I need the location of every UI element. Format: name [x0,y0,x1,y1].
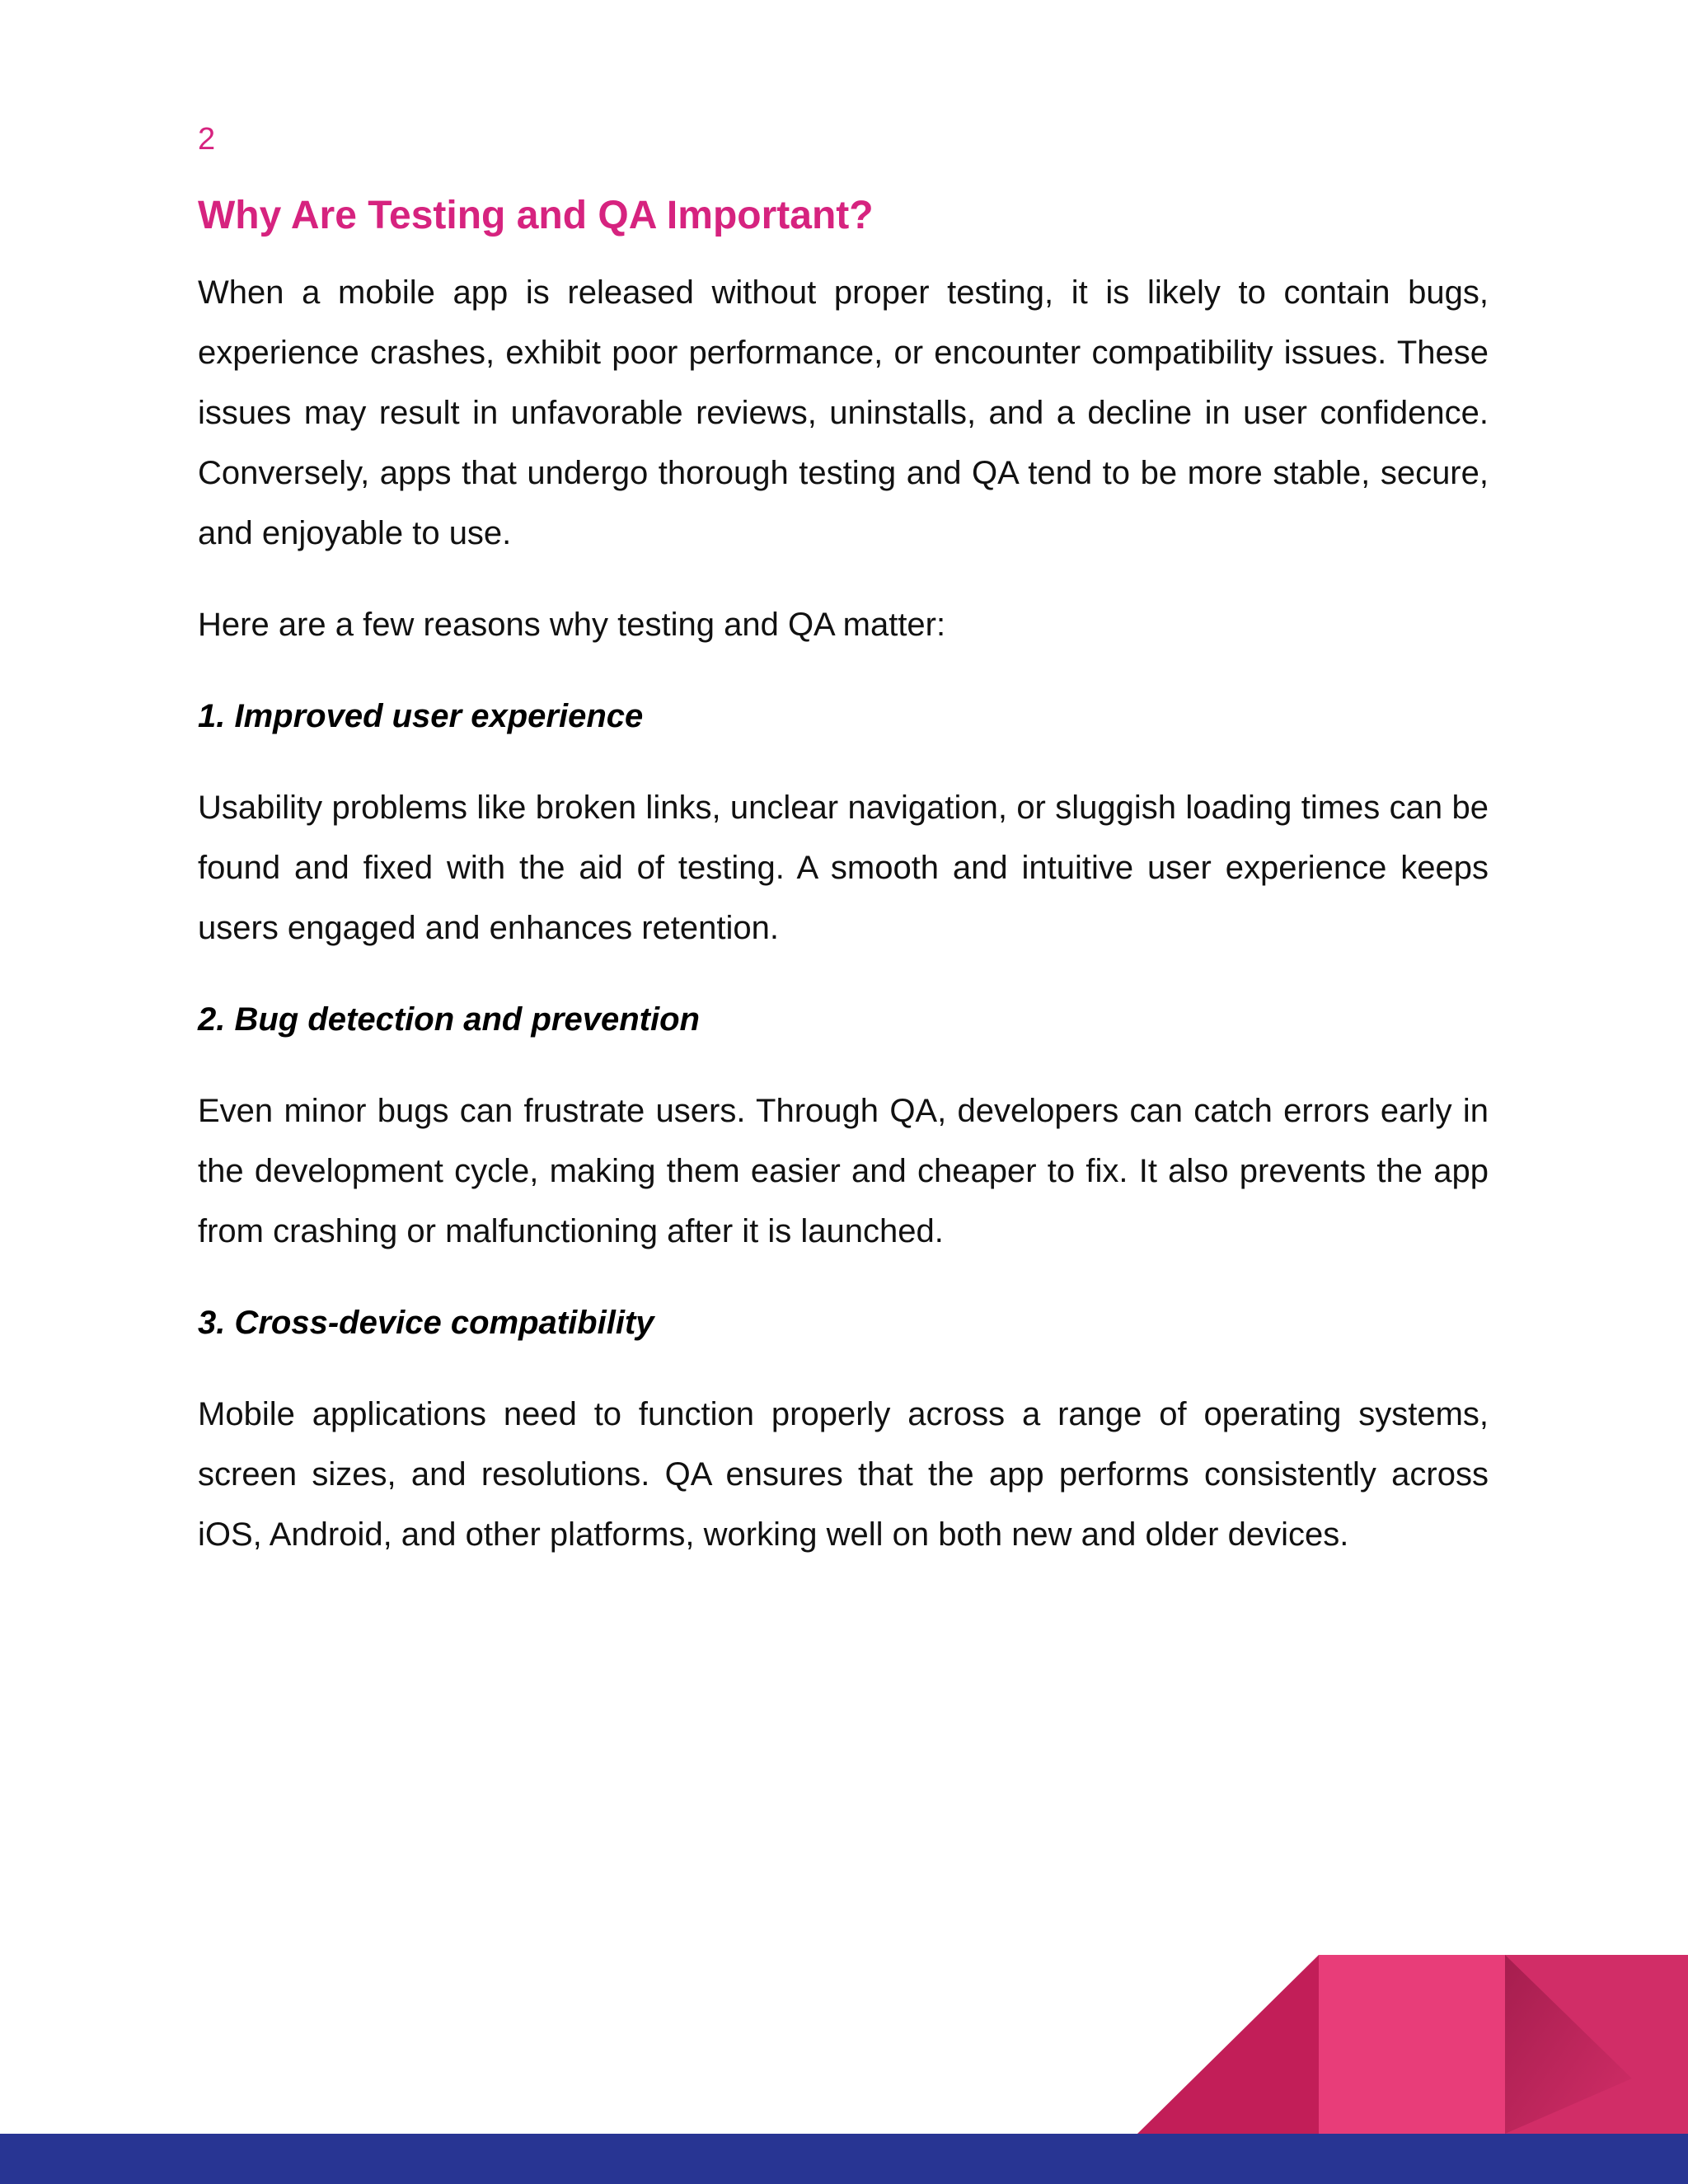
intro-paragraph: When a mobile app is released without proper testing, it is likely to contain bugs, experience crashes, exhibit poor performance, or encounter compatibility issues. These issues may result in unfavorable reviews, uninstalls, and a decline in user confidence. Conversely, apps that undergo thorough testing and QA tend to be more stable, secure, and enjoyable to use. [198,274,1489,552]
section-heading-bug-detection: 2. Bug detection and prevention [198,1001,700,1038]
geometric-shapes-icon [1137,1955,1688,2134]
page-title: Why Are Testing and QA Important? [198,194,874,237]
page-number: 2 [198,122,216,157]
section-text-compatibility: Mobile applications need to function properly across a range of operating systems, screen sizes, and resolutions. QA ensures that the app performs consistently across iOS, Android, and other platforms, working well on both new and older devices. [198,1396,1489,1554]
document-body [198,193,1489,1596]
intro-lead-in: Here are a few reasons why testing and QA matter: [198,607,946,644]
footer-block-mid [1319,1955,1505,2134]
footer-band [0,2134,1688,2184]
section-text-bug-detection: Even minor bugs can frustrate users. Through QA, developers can catch errors early in the development cycle, making them easier and cheaper to fix. It also prevents the app from crashing or malfunctioning after it is launched. [198,1093,1489,1250]
section-heading-compatibility: 3. Cross-device compatibility [198,1305,654,1342]
section-text-user-experience: Usability problems like broken links, unclear navigation, or sluggish loading times can be found and fixed with the aid of testing. A smooth and intuitive user experience keeps users engaged and enhances retention. [198,790,1489,947]
footer-triangle-dark [1137,1955,1319,2134]
section-heading-user-experience: 1. Improved user experience [198,698,644,735]
